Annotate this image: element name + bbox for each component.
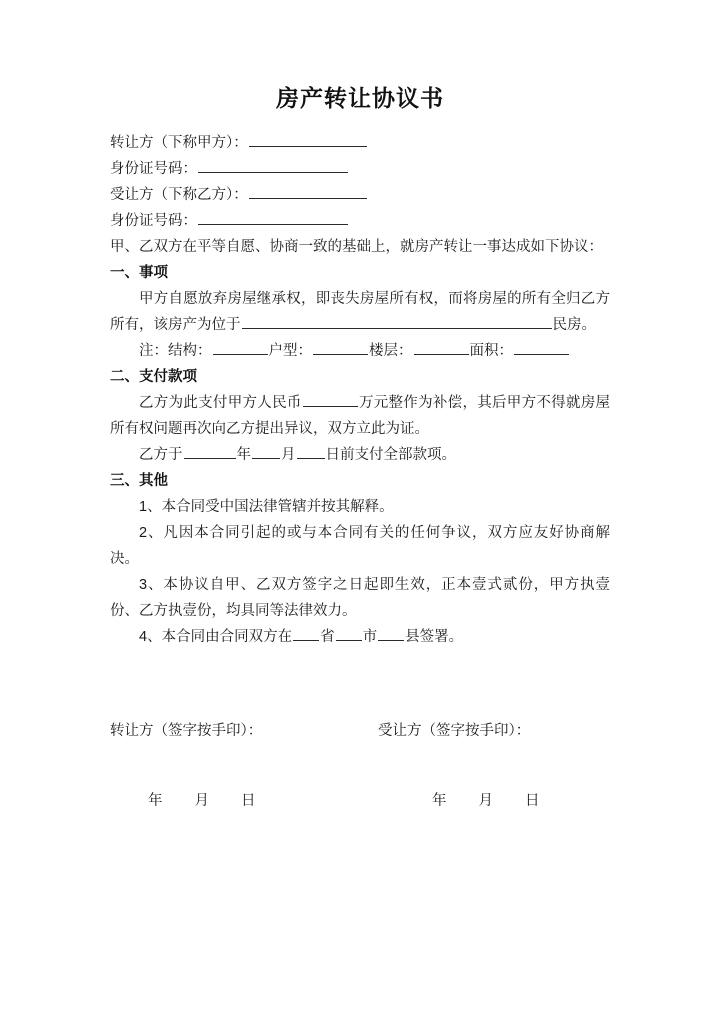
section-1-note: [110, 338, 610, 364]
due-date-prefix: 乙方于: [139, 446, 183, 463]
property-address-input[interactable]: [242, 313, 552, 329]
note-label-area: 面积：: [469, 342, 513, 359]
transferee-id-input[interactable]: [198, 209, 348, 225]
section-heading-1: 一、事项: [110, 264, 168, 281]
field-transferor-name: [110, 130, 610, 156]
structure-input[interactable]: [213, 339, 268, 355]
document-content: [110, 84, 610, 650]
due-day-label: 日前支付全部款项。: [325, 446, 456, 463]
transferor-signature-label: 转让方（签字按手印）：: [110, 723, 263, 739]
payment-amount-input[interactable]: [303, 391, 358, 407]
note-label-layout: 户型：: [268, 342, 312, 359]
note-label-floor: 楼层：: [369, 342, 413, 359]
section-heading-3: 三、其他: [110, 472, 168, 489]
page-title: 房产转让协议书: [276, 86, 444, 111]
section-3-item-2: 2、凡因本合同引起的或与本合同有关的任何争议，双方应友好协商解决。: [110, 524, 610, 567]
area-input[interactable]: [514, 339, 569, 355]
city-label: 市: [362, 628, 378, 645]
note-label-structure: 注：结构：: [139, 342, 212, 359]
transferee-signature-label: 受让方（签字按手印）：: [378, 723, 531, 739]
section-1-body-part2: 民房。: [552, 316, 596, 333]
province-label: 省: [320, 628, 335, 645]
section-1-body-part1: 甲方自愿放弃房屋继承权，即丧失房屋所有权，而将房屋的所有全归乙方所有，该房产为位于: [110, 290, 610, 333]
payment-text-part2: 万元整作为补偿，其后甲方不得就房屋所有权问题再次向乙方提出异议，双方立此为证。: [110, 394, 611, 437]
due-day-input[interactable]: [297, 443, 325, 459]
city-input[interactable]: [336, 625, 362, 641]
item4-prefix: 4、本合同由合同双方在: [139, 628, 293, 645]
field-label: 身份证号码：: [110, 212, 197, 229]
due-year-label: 年: [236, 446, 251, 463]
transferee-date-placeholder: 年 月 日: [432, 793, 554, 809]
section-heading-2: 二、支付款项: [110, 368, 197, 385]
section-2-due-date: [110, 442, 610, 468]
payment-text-part1: 乙方为此支付甲方人民币: [139, 394, 302, 411]
section-3-item-1: 1、本合同受中国法律管辖并按其解释。: [139, 498, 394, 515]
signature-dates-row: [110, 788, 610, 814]
section-1-body: [110, 286, 610, 338]
section-2-payment: [110, 390, 610, 442]
transferor-date-col: [110, 788, 360, 814]
transferee-date-col: [360, 788, 610, 814]
signature-block: [110, 718, 610, 814]
due-month-input[interactable]: [252, 443, 280, 459]
signature-labels-row: [110, 718, 610, 744]
floor-input[interactable]: [414, 339, 469, 355]
field-label: 身份证号码：: [110, 160, 197, 177]
county-input[interactable]: [378, 625, 404, 641]
layout-input[interactable]: [313, 339, 368, 355]
transferor-id-input[interactable]: [198, 157, 348, 173]
section-3-item-3: 3、本协议自甲、乙双方签字之日起即生效，正本壹式贰份，甲方执壹份、乙方执壹份，均具同等法律效力。: [110, 576, 610, 619]
transferor-name-input[interactable]: [249, 131, 367, 147]
field-label: 转让方（下称甲方）：: [110, 134, 248, 151]
field-transferor-id: [110, 156, 610, 182]
due-month-label: 月: [281, 446, 296, 463]
field-transferee-name: [110, 182, 610, 208]
due-year-input[interactable]: [184, 443, 236, 459]
field-label: 受让方（下称乙方）：: [110, 186, 248, 203]
field-transferee-id: [110, 208, 610, 234]
transferee-name-input[interactable]: [249, 183, 367, 199]
section-3-item-4: [110, 624, 610, 650]
province-input[interactable]: [293, 625, 319, 641]
transferor-date-placeholder: 年 月 日: [148, 793, 270, 809]
county-label: 县签署。: [405, 628, 464, 645]
preamble-text: 甲、乙双方在平等自愿、协商一致的基础上，就房产转让一事达成如下协议：: [110, 238, 603, 255]
